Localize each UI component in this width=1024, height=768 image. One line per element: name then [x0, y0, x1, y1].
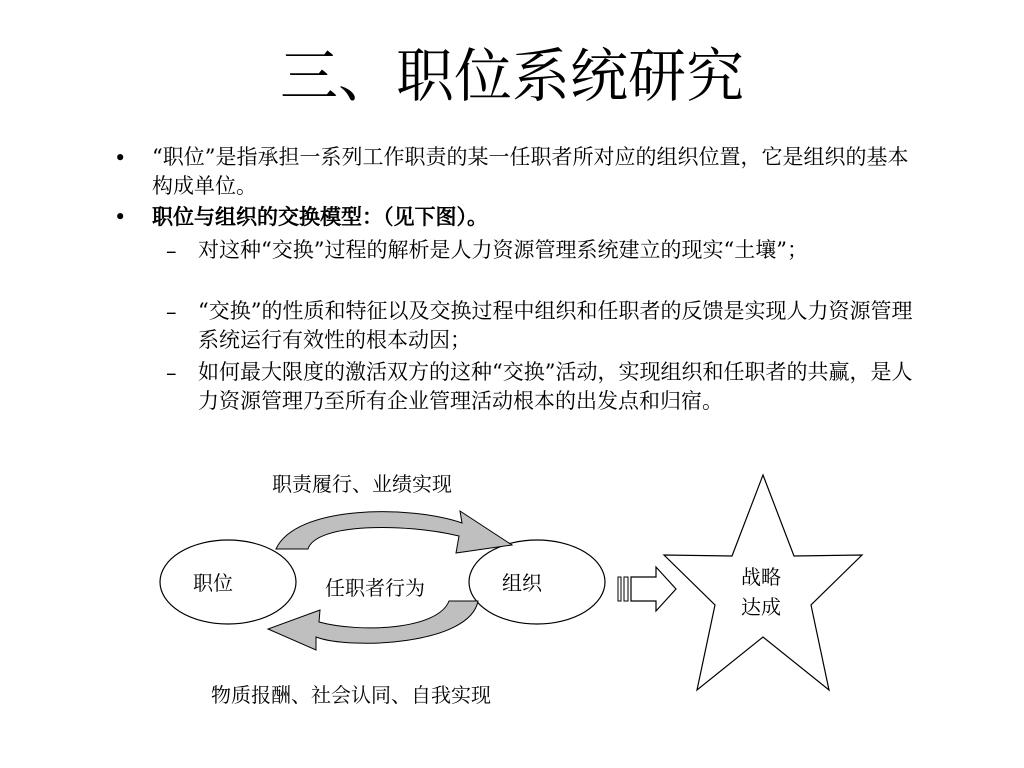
sub-bullet-text: 对这种“交换”过程的解析是人力资源管理系统建立的现实“土壤”；: [198, 238, 808, 262]
bullet-marker: •: [114, 205, 127, 229]
sub-bullet-text: “交换”的性质和特征以及交换过程中组织和任职者的反馈是实现人力资源管理系统运行有效性的根本动因；: [198, 299, 913, 352]
sub-bullet-marker: –: [166, 239, 177, 263]
position-node-label: 职位: [193, 571, 233, 595]
bullet-marker: •: [114, 146, 127, 170]
top-curved-arrow: [276, 511, 512, 553]
sub-bullet-marker: –: [166, 300, 177, 324]
sub-bullet-text: 如何最大限度的激活双方的这种“交换”活动，实现组织和任职者的共赢，是人力资源管理乃至所有企业管理活动根本的出发点和归宿。: [198, 360, 913, 413]
bottom-curved-arrow: [268, 601, 478, 650]
bottom-exchange-label: 物质报酬、社会认同、自我实现: [211, 683, 491, 707]
star-label-line2: 达成: [741, 595, 781, 619]
slide-title: 三、职位系统研究: [279, 42, 744, 110]
top-exchange-label: 职责履行、业绩实现: [272, 472, 452, 496]
star-label-line1: 战略: [741, 565, 781, 589]
organization-node-label: 组织: [502, 571, 542, 595]
incumbent-behavior-label: 任职者行为: [325, 576, 425, 600]
bullet-text: “职位”是指承担一系列工作职责的某一任职者所对应的组织位置，它是组织的基本构成单位。: [152, 145, 909, 198]
sub-bullet-marker: –: [166, 361, 177, 385]
bullet-text: 职位与组织的交换模型：（见下图）。: [152, 204, 488, 229]
block-arrow-icon: [618, 567, 676, 611]
